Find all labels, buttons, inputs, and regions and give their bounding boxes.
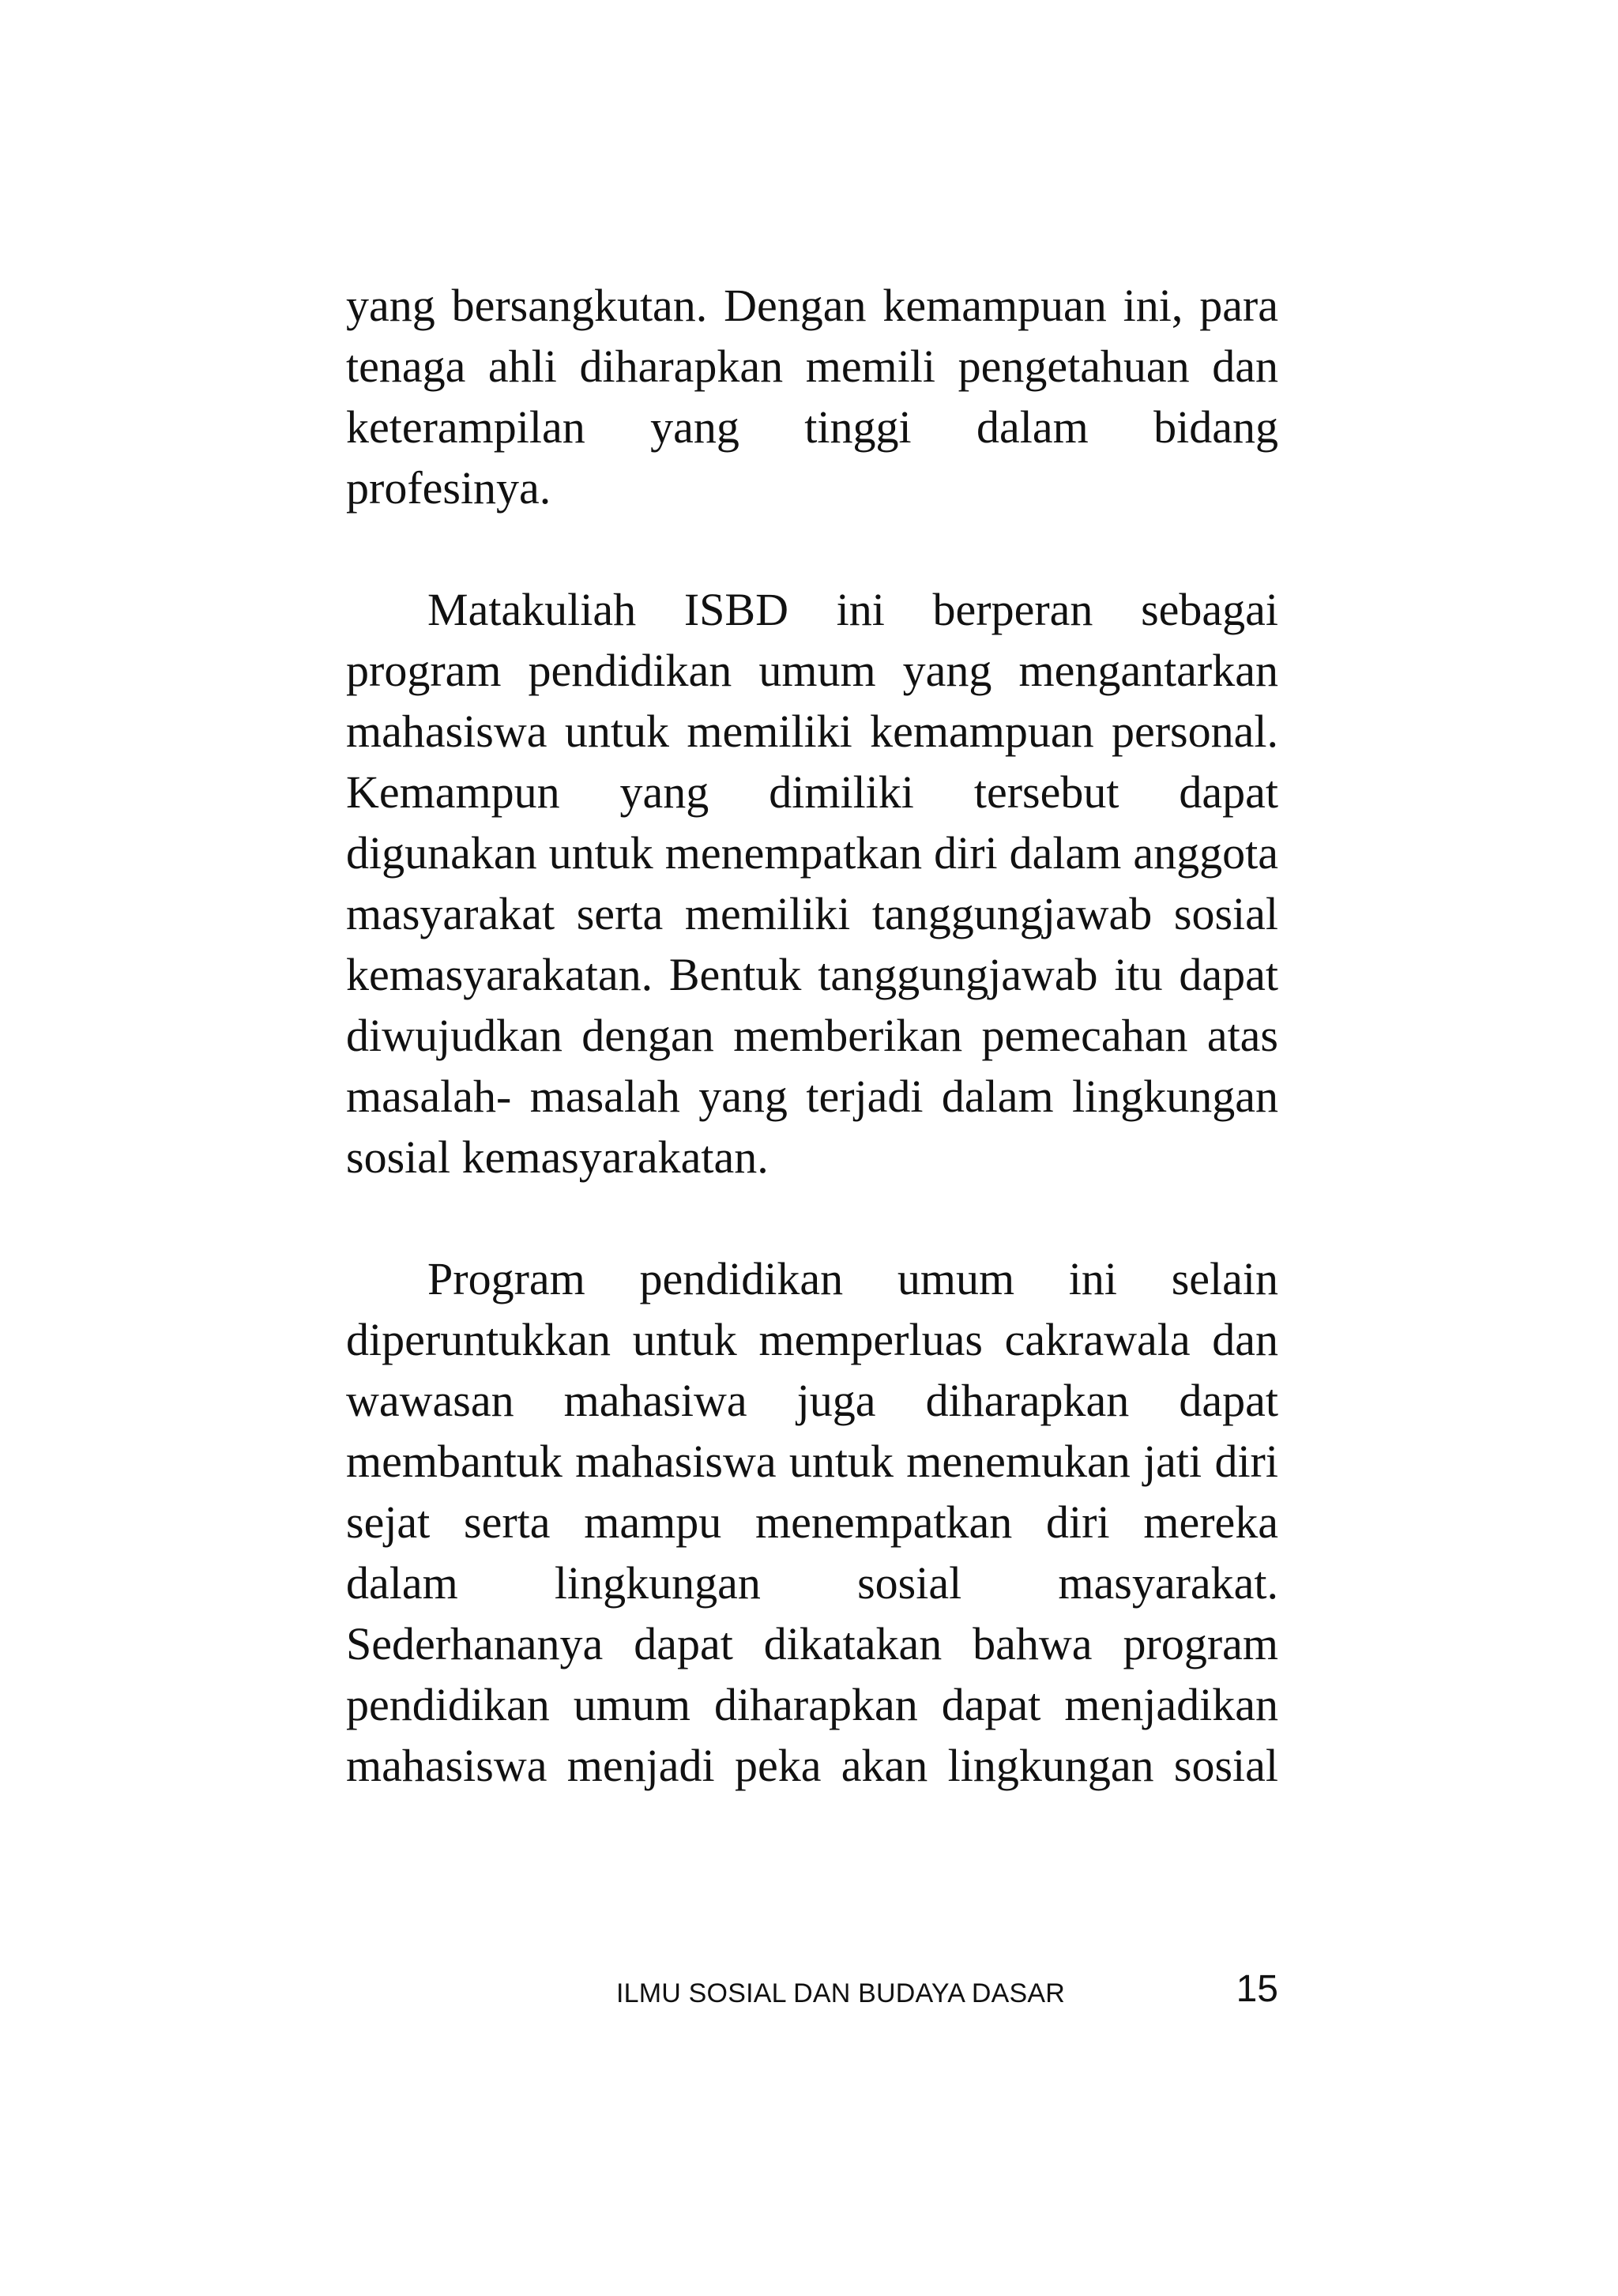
paragraph-general-education: Program pendidikan umum ini selain diperuntukkan untuk memperluas cakrawala dan wawasan mahasiwa juga diharapkan dapat membantuk mahasiswa untuk menemukan jati diri sejat serta mampu menempatkan diri mereka dalam lingkungan sosial masyarakat. Sederhananya dapat dikatakan bahwa program pendidikan umum diharapkan dapat menjadikan mahasiswa menjadi peka akan lingkungan sosial	[346, 1253, 1278, 1791]
paragraph-isbd-role: Matakuliah ISBD ini berperan sebagai program pendidikan umum yang mengantarkan mahasiswa untuk memiliki kemampuan personal. Kemampun yang dimiliki tersebut dapat digunakan untuk menempatkan diri dalam anggota masyarakat serta memiliki tanggungjawab sosial kemasyarakatan. Bentuk tanggungjawab itu dapat diwujudkan dengan memberikan pemecahan atas masalah- masalah yang terjadi dalam lingkungan sosial kemasyarakatan.	[346, 584, 1278, 1183]
running-title: ILMU SOSIAL DAN BUDAYA DASAR	[616, 1978, 1066, 2008]
page-body	[346, 275, 1278, 1796]
page-footer	[0, 1966, 1618, 2021]
page-number: 15	[1236, 1968, 1278, 2010]
paragraph-continuation: yang bersangkutan. Dengan kemampuan ini, para tenaga ahli diharapkan memili pengetahuan dan keterampilan yang tinggi dalam bidang profesinya.	[346, 280, 1278, 514]
